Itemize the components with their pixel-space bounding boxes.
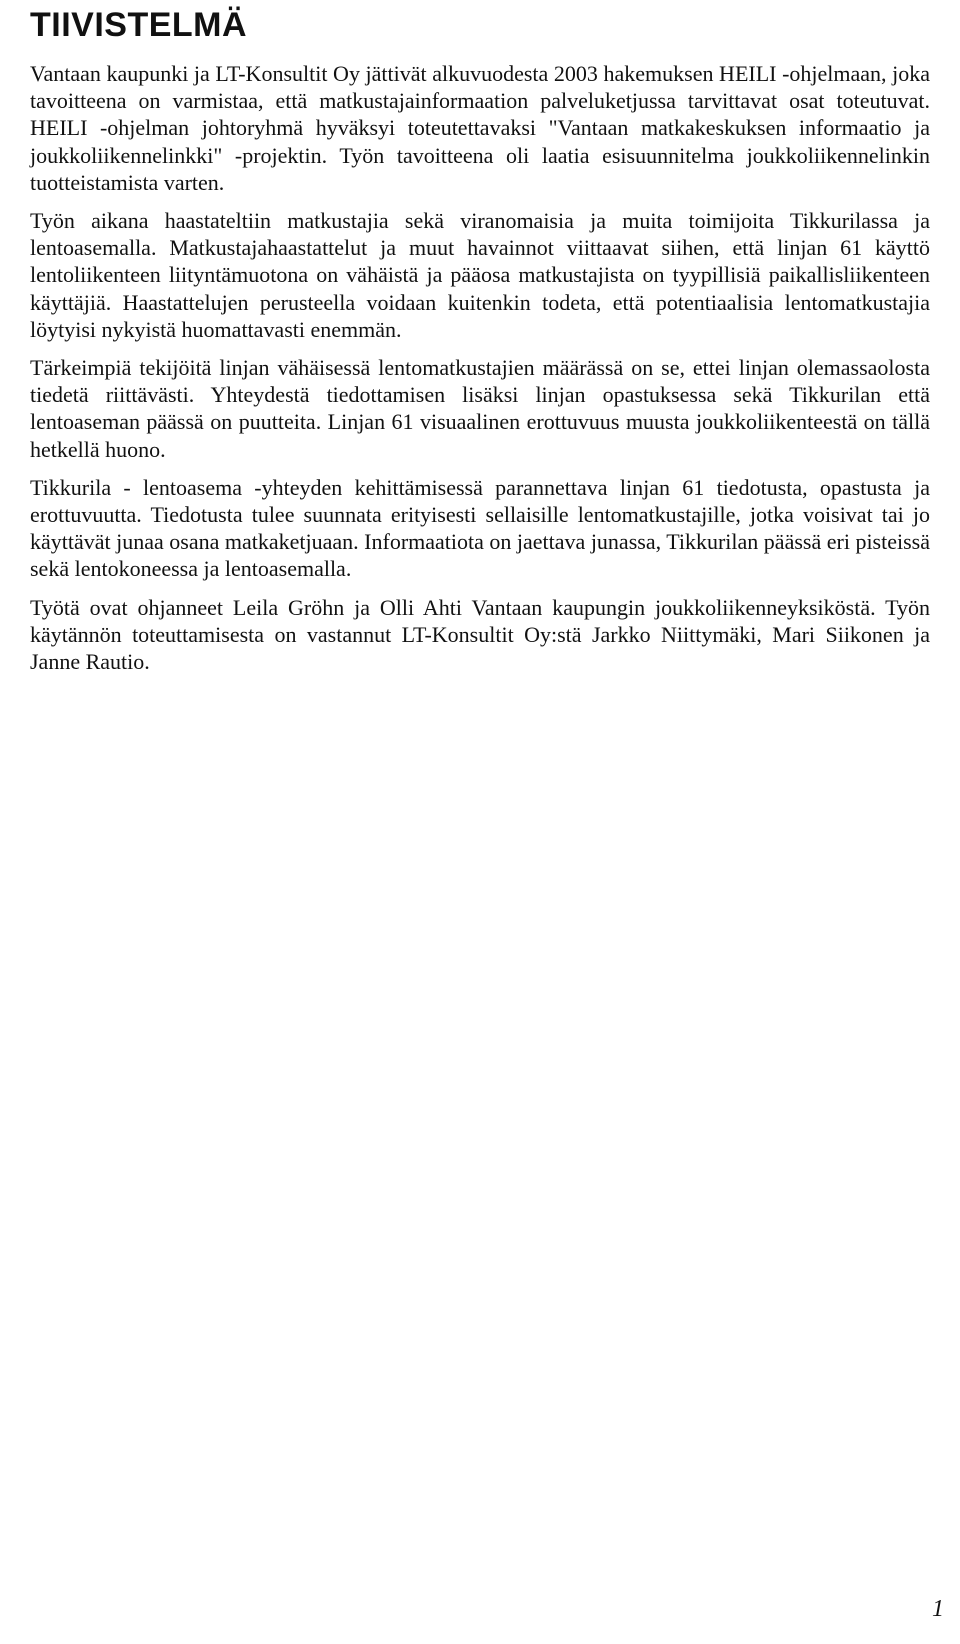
page-number: 1 [932, 1596, 944, 1622]
page-title: TIIVISTELMÄ [30, 6, 248, 44]
paragraph-development: Tikkurila - lentoasema -yhteyden kehittämisessä parannettava linjan 61 tiedotusta, opastusta ja erottuvuutta. Tiedotusta tulee suunnata erityisesti sellaisille lentomatkustajille, jotka voisivat tai jo käyttävät junaa osana matkaketjuaan. Informaatiota on jaettava junassa, Tikkurilan päässä eri pisteissä sekä lentokoneessa ja lentoasemalla. [30, 474, 930, 582]
paragraph-interviews: Työn aikana haastateltiin matkustajia sekä viranomaisia ja muita toimijoita Tikkurilassa ja lentoasemalla. Matkustajahaastattelut ja muut havainnot viittaavat siihen, että linjan 61 käyttö lentoliikenteen liityntämuotona on vähäistä ja pääosa matkustajista on tyypillisiä paikallisliikenteen käyttäjiä. Haastattelujen perusteella voidaan kuitenkin todeta, että potentiaalisia lentomatkustajia löytyisi nykyistä huomattavasti enemmän. [30, 208, 930, 342]
document-page [30, 0, 930, 675]
paragraph-intro: Vantaan kaupunki ja LT-Konsultit Oy jättivät alkuvuodesta 2003 hakemuksen HEILI -ohjelmaan, joka tavoitteena on varmistaa, että matkustajainformaation palveluketjussa tarvittavat osat toteutuvat. HEILI -ohjelman johtoryhmä hyväksyi toteutettavaksi "Vantaan matkakeskuksen informaatio ja joukkoliikennelinkki" -projektin. Työn tavoitteena oli laatia esisuunnitelma joukkoliikennelinkin tuotteistamista varten. [30, 61, 930, 195]
paragraph-credits: Työtä ovat ohjanneet Leila Gröhn ja Olli Ahti Vantaan kaupungin joukkoliikenneyksiköstä. Työn käytännön toteuttamisesta on vastannut LT-Konsultit Oy:stä Jarkko Niittymäki, Mari Siikonen ja Janne Rautio. [30, 594, 930, 675]
paragraph-factors: Tärkeimpiä tekijöitä linjan vähäisessä lentomatkustajien määrässä on se, ettei linjan olemassaolosta tiedetä riittävästi. Yhteydestä tiedottamisen lisäksi linjan opastuksessa sekä Tikkurilan että lentoaseman päässä on puutteita. Linjan 61 visuaalinen erottuvuus muusta joukkoliikenteestä on tällä hetkellä huono. [30, 355, 930, 462]
